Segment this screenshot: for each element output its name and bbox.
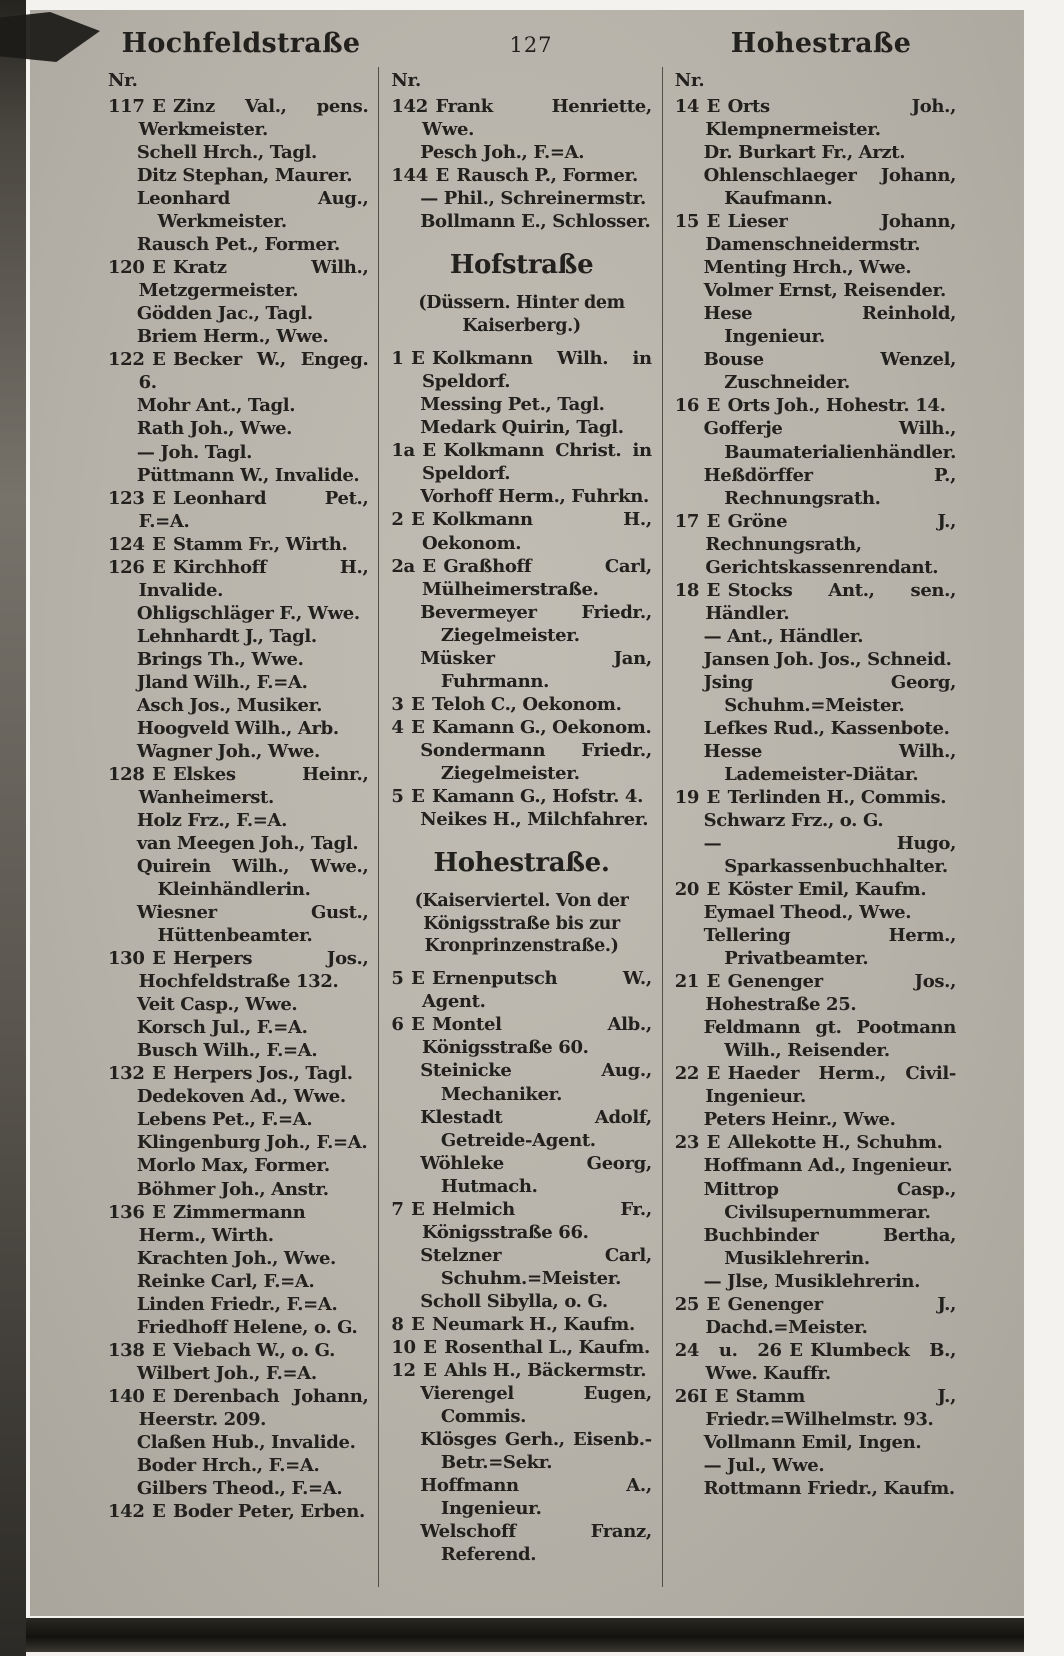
resident-line: Hoffmann A., Ingenieur. — [420, 1475, 652, 1520]
house-number: 8 — [391, 1313, 404, 1335]
house-number: 138 — [108, 1339, 145, 1361]
house-number: 1a — [391, 440, 415, 462]
resident-line: Rottmann Friedr., Kaufm. — [703, 1477, 955, 1499]
directory-entry — [675, 1062, 956, 1108]
nr-label: Nr. — [391, 70, 421, 91]
directory-page — [30, 10, 1024, 1616]
entry-text: Zimmermann Herm., Wirth. — [138, 1201, 306, 1246]
entry-text: Frank Henriette, Wwe. — [421, 96, 652, 141]
directory-entry — [675, 1385, 956, 1431]
entry-text: Rosenthal L., Kaufm. — [444, 1336, 650, 1358]
entry-text: Genenger J., Dachd.=Meister. — [705, 1293, 956, 1338]
directory-entry — [391, 1359, 651, 1382]
resident-line: — Hugo, Sparkassenbuchhalter. — [703, 833, 956, 878]
entry-text: Genenger Jos., Hohestraße 25. — [705, 971, 956, 1016]
resident-line: Neikes H., Milchfahrer. — [420, 808, 649, 830]
resident-line: Messing Pet., Tagl. — [420, 394, 605, 416]
house-number: 12 — [391, 1359, 416, 1381]
owner-marker: E — [411, 348, 425, 370]
directory-entry — [675, 95, 956, 141]
resident-line: Stelzner Carl, Schuhm.=Meister. — [420, 1244, 652, 1289]
owner-marker: E — [706, 971, 721, 993]
directory-entry — [391, 967, 651, 1013]
resident-line: Korsch Jul., F.=A. — [136, 1017, 308, 1039]
house-number: 4 — [391, 716, 404, 738]
owner-marker: E — [423, 1359, 437, 1381]
owner-marker: E — [706, 879, 721, 901]
resident-line: Lefkes Rud., Kassenbote. — [703, 717, 950, 739]
resident-line: Ohligschläger F., Wwe. — [136, 602, 360, 624]
resident-line: van Meegen Joh., Tagl. — [136, 833, 359, 855]
nr-label: Nr. — [674, 70, 705, 91]
resident-line: Krachten Joh., Wwe. — [136, 1247, 336, 1269]
owner-marker: E — [152, 533, 166, 555]
owner-marker: E — [411, 509, 425, 531]
resident-line: Friedhoff Helene, o. G. — [136, 1316, 358, 1338]
resident-line: Pesch Joh., F.=A. — [420, 142, 585, 164]
house-number: 2a — [391, 555, 415, 577]
directory-entry — [108, 348, 368, 394]
house-number: 16 — [674, 395, 700, 417]
owner-marker: E — [411, 1014, 425, 1036]
directory-entry — [675, 1339, 956, 1385]
resident-line: Rath Joh., Wwe. — [136, 418, 293, 440]
running-head-left: Hochfeldstraße — [121, 28, 361, 59]
directory-entry — [391, 785, 651, 808]
house-number: 144 — [391, 165, 428, 187]
page-number: 127 — [509, 33, 553, 57]
owner-marker: E — [152, 763, 166, 785]
entry-text: Teloh C., Oekonom. — [432, 693, 622, 715]
house-number: 123 — [108, 487, 145, 509]
entry-text: Herpers Jos., Tagl. — [173, 1063, 353, 1085]
street-note: (Düssern. Hinter dem Kaiserberg.) — [418, 293, 625, 336]
entry-text: Orts Joh., Klempnermeister. — [705, 96, 956, 141]
directory-entry — [391, 1313, 651, 1336]
house-number: 17 — [674, 510, 700, 532]
resident-line: Klingenburg Joh., F.=A. — [136, 1132, 368, 1154]
resident-line: Boder Hrch., F.=A. — [136, 1454, 320, 1476]
owner-marker: E — [706, 510, 721, 532]
resident-line: Peters Heinr., Wwe. — [703, 1109, 896, 1131]
entry-text: Kamann G., Hofstr. 4. — [432, 785, 644, 807]
entry-text: Kolkmann Wilh. in Speldorf. — [421, 348, 652, 393]
directory-entry — [391, 95, 651, 141]
resident-line: Mohr Ant., Tagl. — [136, 395, 296, 417]
resident-line: — Jlse, Musiklehrerin. — [703, 1270, 921, 1292]
directory-entry — [675, 510, 956, 579]
house-number: 21 — [674, 971, 700, 993]
house-number: 132 — [108, 1063, 145, 1085]
house-number: 128 — [108, 763, 145, 785]
house-number: 26I — [674, 1385, 708, 1407]
directory-entry — [108, 556, 368, 602]
resident-line: Reinke Carl, F.=A. — [136, 1270, 315, 1292]
resident-line: Vierengel Eugen, Commis. — [420, 1382, 652, 1427]
directory-columns — [30, 67, 1024, 1587]
resident-line: Gilbers Theod., F.=A. — [136, 1477, 343, 1499]
house-number: 117 — [108, 96, 145, 118]
resident-line: Gödden Jac., Tagl. — [136, 303, 313, 325]
resident-line: Holz Frz., F.=A. — [136, 810, 288, 831]
resident-line: Klösges Gerh., Eisenb.-Betr.=Sekr. — [420, 1428, 652, 1474]
running-head — [30, 10, 1024, 67]
resident-line: Hese Reinhold, Ingenieur. — [703, 303, 956, 348]
resident-line: Hesse Wilh., Lademeister-Diätar. — [703, 740, 956, 785]
directory-entry — [108, 1201, 368, 1247]
resident-line: Schwarz Frz., o. G. — [703, 810, 884, 831]
directory-entry — [675, 786, 956, 809]
owner-marker: E — [411, 716, 425, 738]
scan-bottom-shadow — [26, 1618, 1024, 1652]
entry-text: Ahls H., Bäckermstr. — [444, 1359, 647, 1381]
resident-line: Ohlenschlaeger Johann, Kaufmann. — [703, 165, 956, 210]
owner-marker: E — [435, 165, 449, 187]
house-number: 18 — [674, 579, 700, 601]
owner-marker: E — [411, 1198, 425, 1220]
resident-line: Asch Jos., Musiker. — [136, 694, 323, 716]
owner-marker: E — [423, 1336, 437, 1358]
directory-entry — [675, 210, 956, 256]
house-number: 19 — [674, 786, 700, 808]
owner-marker: E — [706, 1132, 721, 1154]
owner-marker: E — [706, 1293, 721, 1315]
owner-marker: E — [152, 1500, 166, 1522]
entry-text: Terlinden H., Commis. — [727, 786, 947, 808]
directory-entry — [675, 878, 956, 901]
entry-text: Kirchhoff H., Invalide. — [138, 556, 369, 601]
directory-entry — [675, 970, 956, 1016]
entry-text: Klumbeck B., Wwe. Kauffr. — [705, 1339, 956, 1384]
house-number: 24 u. 26 — [674, 1339, 782, 1361]
entry-text: Kolkmann Christ. in Speldorf. — [421, 440, 652, 485]
resident-line: Schell Hrch., Tagl. — [136, 142, 317, 164]
owner-marker: E — [411, 968, 425, 990]
owner-marker: E — [411, 693, 425, 715]
owner-marker: E — [706, 395, 721, 417]
house-number: 136 — [108, 1201, 145, 1223]
directory-entry — [108, 1339, 368, 1362]
directory-entry — [391, 439, 651, 485]
resident-line: Böhmer Joh., Anstr. — [136, 1178, 329, 1200]
entry-text: Ernenputsch W., Agent. — [421, 968, 652, 1013]
directory-entry — [391, 1336, 651, 1359]
directory-entry — [391, 716, 651, 739]
owner-marker: E — [152, 1385, 166, 1407]
owner-marker: E — [714, 1385, 729, 1407]
owner-marker: E — [152, 257, 166, 279]
house-number: 122 — [108, 349, 145, 371]
house-number: 7 — [391, 1198, 404, 1220]
resident-line: Bouse Wenzel, Zuschneider. — [703, 349, 956, 394]
resident-line: Morlo Max, Former. — [136, 1155, 330, 1177]
entry-text: Leonhard Pet., F.=A. — [138, 487, 369, 532]
owner-marker: E — [152, 1063, 166, 1085]
entry-text: Köster Emil, Kaufm. — [727, 879, 927, 901]
resident-line: Gofferje Wilh., Baumaterialienhändler. — [703, 418, 956, 463]
resident-line: Rausch Pet., Former. — [136, 234, 340, 256]
owner-marker: E — [152, 556, 166, 578]
resident-line: Vorhoff Herm., Fuhrkn. — [420, 486, 649, 508]
resident-line: Quirein Wilh., Wwe., Kleinhändlerin. — [136, 856, 369, 901]
owner-marker: E — [152, 1339, 166, 1361]
entry-text: Kamann G., Oekonom. — [432, 716, 652, 738]
directory-entry — [108, 1062, 368, 1085]
directory-entry — [108, 533, 368, 556]
directory-entry — [108, 947, 368, 993]
resident-line: Ditz Stephan, Maurer. — [136, 165, 353, 187]
house-number: 1 — [391, 348, 404, 370]
directory-entry — [391, 164, 651, 187]
entry-text: Rausch P., Former. — [456, 165, 638, 187]
directory-entry — [108, 487, 368, 533]
directory-entry — [675, 1293, 956, 1339]
entry-text: Kolkmann H., Oekonom. — [421, 509, 652, 554]
house-number: 5 — [391, 785, 404, 807]
resident-line: Dr. Burkart Fr., Arzt. — [703, 142, 906, 164]
entry-text: Lieser Johann, Damenschneidermstr. — [705, 211, 956, 256]
house-number: 126 — [108, 556, 145, 578]
entry-text: Montel Alb., Königsstraße 60. — [421, 1014, 652, 1059]
resident-line: — Jul., Wwe. — [703, 1454, 825, 1476]
directory-entry — [391, 1198, 651, 1244]
resident-line: Brings Th., Wwe. — [136, 648, 304, 670]
directory-entry — [391, 1013, 651, 1059]
house-number: 120 — [108, 257, 145, 279]
resident-line: Jsing Georg, Schuhm.=Meister. — [703, 671, 956, 716]
entry-text: Kratz Wilh., Metzgermeister. — [138, 257, 369, 302]
entry-text: Neumark H., Kaufm. — [432, 1313, 635, 1335]
directory-column-left — [96, 67, 378, 1587]
entry-text: Stocks Ant., sen., Händler. — [705, 579, 956, 624]
house-number: 5 — [391, 968, 404, 990]
house-number: 15 — [674, 211, 700, 233]
resident-line: Wöhleke Georg, Hutmach. — [420, 1152, 652, 1197]
owner-marker: E — [422, 555, 436, 577]
entry-text: Stamm Fr., Wirth. — [173, 533, 348, 555]
owner-marker: E — [152, 349, 166, 371]
resident-line: Feldmann gt. Pootmann Wilh., Reisender. — [703, 1017, 956, 1062]
directory-entry — [391, 508, 651, 554]
resident-line: Lebens Pet., F.=A. — [136, 1109, 313, 1131]
resident-line: Briem Herm., Wwe. — [136, 326, 329, 348]
house-number: 130 — [108, 948, 145, 970]
resident-line: Jansen Joh. Jos., Schneid. — [703, 648, 952, 670]
entry-text: Haeder Herm., Civil-Ingenieur. — [705, 1063, 956, 1108]
running-head-right: Hohestraße — [730, 28, 912, 59]
nr-label: Nr. — [108, 70, 138, 91]
house-number: 14 — [674, 96, 700, 118]
owner-marker: E — [152, 948, 166, 970]
entry-text: Viebach W., o. G. — [173, 1339, 335, 1361]
resident-line: Scholl Sibylla, o. G. — [420, 1290, 608, 1312]
entry-text: Boder Peter, Erben. — [173, 1500, 365, 1522]
owner-marker: E — [706, 786, 721, 808]
directory-column-middle — [378, 67, 661, 1587]
owner-marker: E — [706, 96, 721, 118]
resident-line: Bollmann E., Schlosser. — [420, 211, 651, 233]
owner-marker: E — [706, 1063, 721, 1085]
resident-line: Dedekoven Ad., Wwe. — [136, 1086, 346, 1108]
owner-marker: E — [706, 211, 721, 233]
resident-line: Bevermeyer Friedr., Ziegelmeister. — [420, 601, 652, 646]
resident-line: Vollmann Emil, Ingen. — [703, 1431, 922, 1453]
resident-line: Volmer Ernst, Reisender. — [703, 280, 946, 302]
resident-line: Linden Friedr., F.=A. — [136, 1293, 338, 1315]
resident-line: Müsker Jan, Fuhrmann. — [420, 647, 652, 692]
directory-entry — [391, 347, 651, 393]
owner-marker: E — [789, 1339, 803, 1361]
entry-text: Graßhoff Carl, Mülheimerstraße. — [421, 555, 652, 600]
scan-spine-shadow — [0, 0, 26, 1656]
directory-entry — [675, 394, 956, 417]
resident-line: Claßen Hub., Invalide. — [136, 1431, 356, 1453]
house-number: 22 — [674, 1063, 700, 1085]
entry-text: Becker W., Engeg. 6. — [138, 349, 369, 394]
entry-text: Stamm J., Friedr.=Wilhelmstr. 93. — [705, 1385, 956, 1430]
house-number: 20 — [674, 879, 700, 901]
resident-line: Steinicke Aug., Mechaniker. — [420, 1060, 652, 1105]
entry-text: Herpers Jos., Hochfeldstraße 132. — [138, 948, 369, 993]
directory-entry — [108, 256, 368, 302]
house-number: 142 — [108, 1500, 145, 1522]
directory-entry — [108, 1500, 368, 1523]
resident-line: Püttmann W., Invalide. — [136, 464, 360, 486]
entry-text: Allekotte H., Schuhm. — [727, 1132, 943, 1154]
resident-line: Busch Wilh., F.=A. — [136, 1040, 318, 1062]
resident-line: Menting Hrch., Wwe. — [703, 257, 912, 279]
entry-text: Helmich Fr., Königsstraße 66. — [421, 1198, 652, 1243]
resident-line: Hoogveld Wilh., Arb. — [136, 717, 339, 739]
entry-text: Elskes Heinr., Wanheimerst. — [138, 763, 369, 808]
house-number: 142 — [391, 96, 428, 118]
resident-line: Sondermann Friedr., Ziegelmeister. — [420, 739, 652, 784]
directory-entry — [675, 1131, 956, 1154]
resident-line: Veit Casp., Wwe. — [136, 994, 298, 1016]
owner-marker: E — [152, 96, 166, 118]
resident-line: Hoffmann Ad., Ingenieur. — [703, 1155, 953, 1177]
entry-text: Derenbach Johann, Heerstr. 209. — [138, 1385, 369, 1430]
directory-column-right — [662, 67, 966, 1587]
street-note: (Kaiserviertel. Von der Königsstraße bis zur Kronprinzenstraße.) — [414, 891, 629, 956]
directory-entry — [391, 555, 651, 601]
directory-entry — [108, 95, 368, 141]
street-heading: Hohestraße. — [433, 847, 610, 878]
resident-line: Mittrop Casp., Civilsupernummerar. — [703, 1178, 956, 1223]
resident-line: Tellering Herm., Privatbeamter. — [703, 925, 956, 970]
resident-line: Wilbert Joh., F.=A. — [136, 1362, 317, 1384]
resident-line: — Ant., Händler. — [703, 625, 864, 647]
owner-marker: E — [411, 785, 425, 807]
resident-line: — Joh. Tagl. — [136, 441, 253, 463]
resident-line: Heßdörffer P., Rechnungsrath. — [703, 464, 956, 509]
owner-marker: E — [422, 440, 436, 462]
directory-entry — [391, 693, 651, 716]
house-number: 23 — [674, 1132, 700, 1154]
resident-line: Jland Wilh., F.=A. — [136, 671, 308, 693]
resident-line: Eymael Theod., Wwe. — [703, 902, 912, 924]
resident-line: Klestadt Adolf, Getreide-Agent. — [420, 1106, 652, 1151]
resident-line: Lehnhardt J., Tagl. — [136, 625, 317, 647]
house-number: 2 — [391, 509, 404, 531]
resident-line: Buchbinder Bertha, Musiklehrerin. — [703, 1224, 956, 1269]
resident-line: Wiesner Gust., Hüttenbeamter. — [136, 902, 369, 947]
street-heading: Hofstraße — [449, 250, 594, 281]
resident-line: — Phil., Schreinermstr. — [420, 188, 646, 210]
directory-entry — [108, 763, 368, 809]
entry-text: Orts Joh., Hohestr. 14. — [727, 395, 946, 417]
house-number: 10 — [391, 1336, 416, 1358]
owner-marker: E — [706, 579, 721, 601]
house-number: 3 — [391, 693, 404, 715]
resident-line: Welschoff Franz, Referend. — [420, 1521, 652, 1566]
directory-entry — [675, 579, 956, 625]
entry-text: Gröne J., Rechnungsrath, Gerichtskassenrendant. — [705, 510, 956, 578]
entry-text: Zinz Val., pens. Werkmeister. — [138, 96, 369, 141]
resident-line: Leonhard Aug., Werkmeister. — [136, 188, 369, 233]
house-number: 124 — [108, 533, 145, 555]
resident-line: Wagner Joh., Wwe. — [136, 740, 320, 762]
house-number: 25 — [674, 1293, 700, 1315]
house-number: 140 — [108, 1385, 145, 1407]
house-number: 6 — [391, 1014, 404, 1036]
owner-marker: E — [152, 487, 166, 509]
directory-entry — [108, 1385, 368, 1431]
owner-marker: E — [152, 1201, 166, 1223]
resident-line: Medark Quirin, Tagl. — [420, 417, 624, 439]
owner-marker: E — [411, 1313, 425, 1335]
